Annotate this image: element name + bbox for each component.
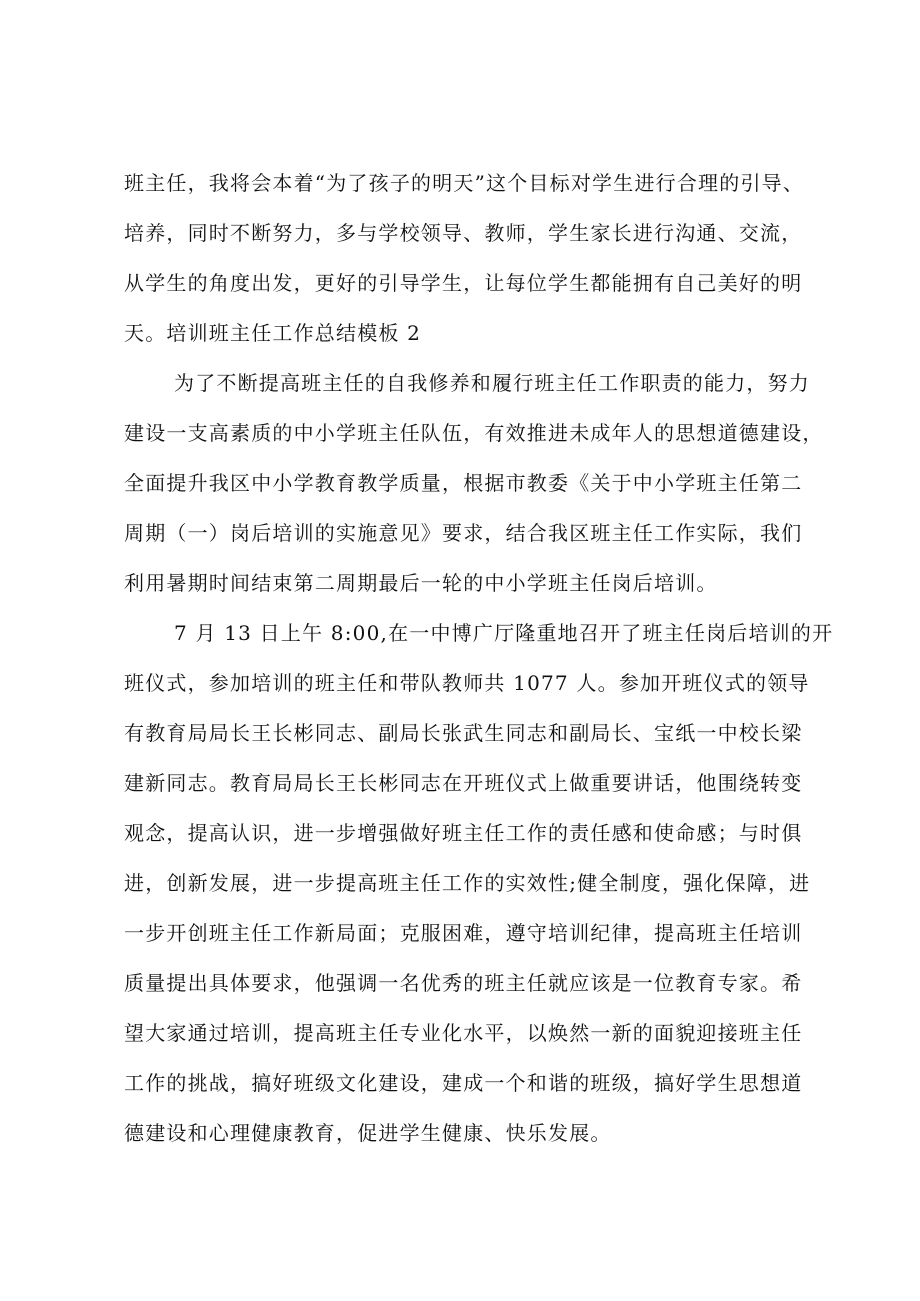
paragraph-3-line-4: 建新同志。教育局局长王长彬同志在开班仪式上做重要讲话，他围绕转变 xyxy=(124,771,803,795)
paragraph-1-line-2: 培养，同时不断努力，多与学校领导、教师，学生家长进行沟通、交流， xyxy=(124,221,803,245)
paragraph-3-line-11: 德建设和心理健康教育，促进学生健康、快乐发展。 xyxy=(124,1121,612,1145)
paragraph-3-line-5: 观念，提高认识，进一步增强做好班主任工作的责任感和使命感；与时俱 xyxy=(124,821,803,845)
paragraph-1-line-4: 天。培训班主任工作总结模板 2 xyxy=(124,321,422,345)
paragraph-3-line-9: 望大家通过培训，提高班主任专业化水平，以焕然一新的面貌迎接班主任 xyxy=(124,1021,803,1045)
paragraph-1-line-1: 班主任，我将会本着“为了孩子的明天”这个目标对学生进行合理的引导、 xyxy=(124,171,805,195)
paragraph-2-line-5: 利用暑期时间结束第二周期最后一轮的中小学班主任岗后培训。 xyxy=(124,571,718,595)
paragraph-1-line-3: 从学生的角度出发，更好的引导学生，让每位学生都能拥有自己美好的明 xyxy=(124,271,803,295)
paragraph-3-line-7: 一步开创班主任工作新局面；克服困难，遵守培训纪律，提高班主任培训 xyxy=(124,921,803,945)
paragraph-3-line-6: 进，创新发展，进一步提高班主任工作的实效性;健全制度，强化保障，进 xyxy=(124,871,811,895)
paragraph-3-line-2: 班仪式，参加培训的班主任和带队教师共 1077 人。参加开班仪式的领导 xyxy=(124,671,810,695)
paragraph-3-line-8: 质量提出具体要求，他强调一名优秀的班主任就应该是一位教育专家。希 xyxy=(124,971,803,995)
paragraph-2-line-2: 建设一支高素质的中小学班主任队伍，有效推进未成年人的思想道德建设， xyxy=(124,421,824,445)
paragraph-2-line-1: 为了不断提高班主任的自我修养和履行班主任工作职责的能力，努力 xyxy=(174,371,810,395)
paragraph-2-line-4: 周期（一）岗后培训的实施意见》要求，结合我区班主任工作实际，我们 xyxy=(124,521,803,545)
paragraph-2-line-3: 全面提升我区中小学教育教学质量，根据市教委《关于中小学班主任第二 xyxy=(124,471,803,495)
paragraph-3-line-1: 7 月 13 日上午 8:00,在一中博广厅隆重地召开了班主任岗后培训的开 xyxy=(174,621,834,645)
paragraph-3-line-3: 有教育局局长王长彬同志、副局长张武生同志和副局长、宝纸一中校长梁 xyxy=(124,721,803,745)
paragraph-3-line-10: 工作的挑战，搞好班级文化建设，建成一个和谐的班级，搞好学生思想道 xyxy=(124,1071,803,1095)
